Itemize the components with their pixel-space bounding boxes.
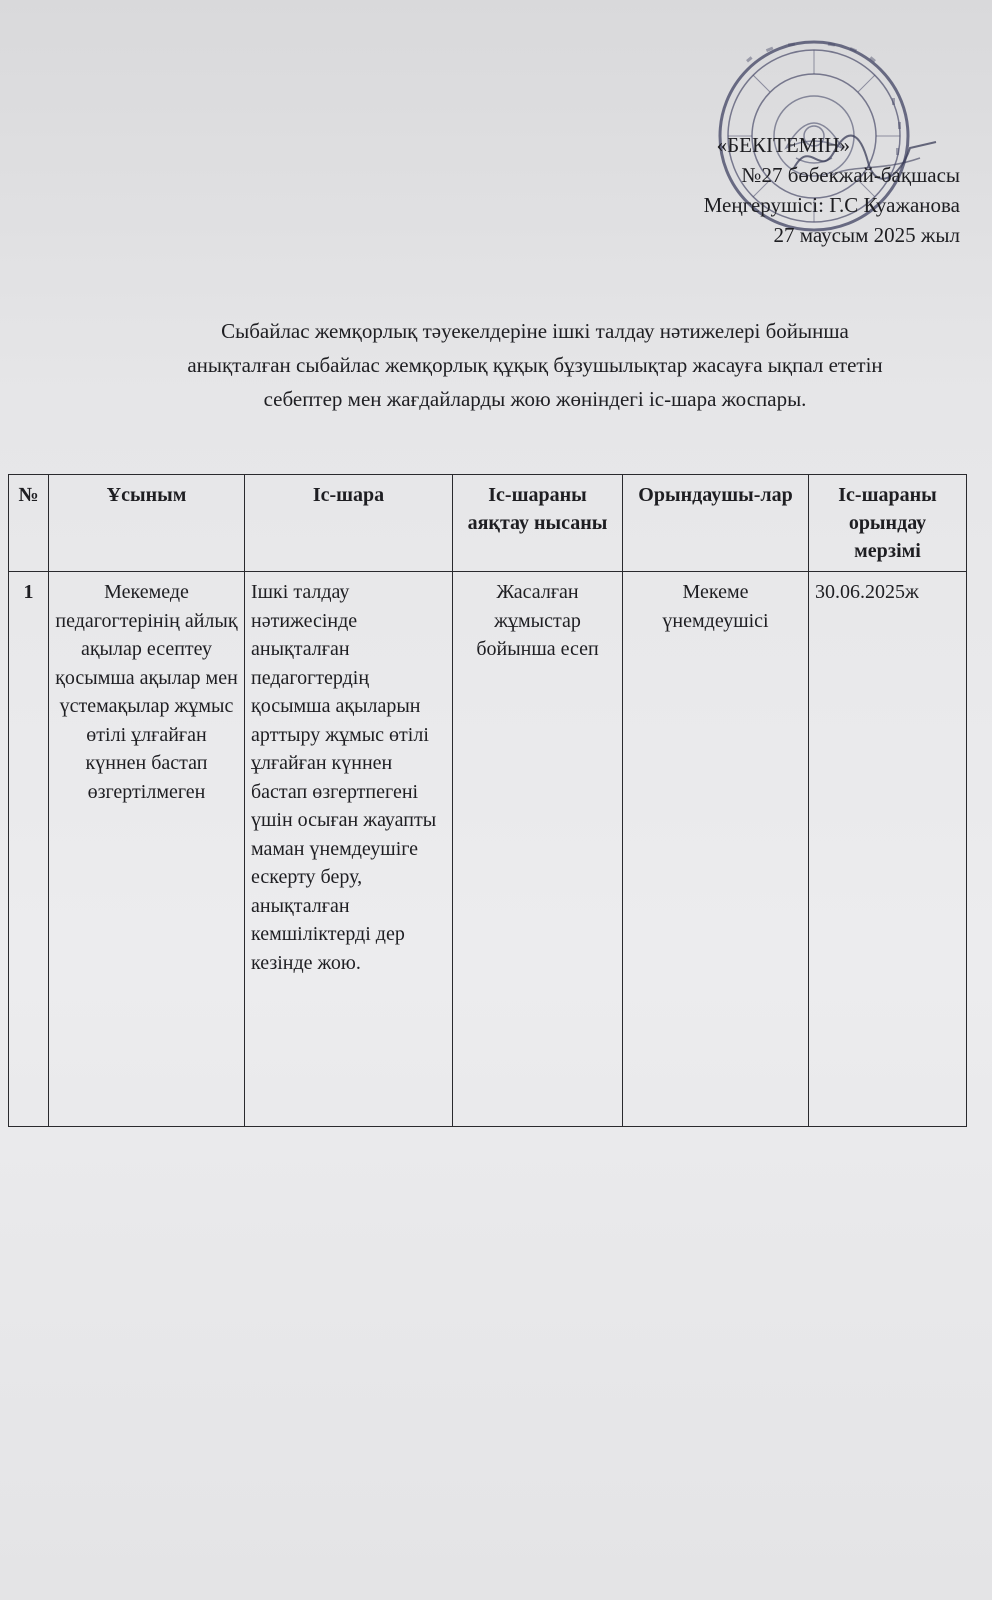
row-deadline: 30.06.2025ж [809,572,967,1127]
header-deadline: Іс-шараны орындау мерзімі [809,475,967,572]
row-executors: Мекеме үнемдеушісі [623,572,809,1127]
approval-block [704,130,960,250]
row-recommendation: Мекемеде педагогтерінің айлық ақылар есептеу қосымша ақылар мен үстемақылар жұмыс өтілі ұлғайған күннен бастап өзгертілмеген [49,572,245,1127]
approval-head: Меңгерушісі: Г.С Куажанова [703,193,960,217]
header-action: Іс-шара [245,475,453,572]
table-row [9,572,967,1127]
header-recommendation: Ұсыным [49,475,245,572]
row-action: Ішкі талдау нәтижесінде анықталған педагогтердің қосымша ақыларын арттыру жұмыс өтілі ұлғайған күннен бастап өзгертпегені үшін осыған жауапты маман үнемдеушіге ескерту беру, анықталған кемшіліктерді дер кезінде жою. [245,572,453,1127]
approval-date: 27 маусым 2025 жыл [773,223,960,247]
header-executors: Орындаушы-лар [623,475,809,572]
approval-heading: «БЕКІТЕМІН» [716,133,850,157]
document-title [110,314,960,416]
header-number: № [9,475,49,572]
row-number: 1 [9,572,49,1127]
title-line-1: Сыбайлас жемқорлық тәуекелдеріне ішкі талдау нәтижелері бойынша [221,319,849,343]
header-completion-form: Іс-шараны аяқтау нысаны [453,475,623,572]
title-line-3: себептер мен жағдайларды жою жөніндегі іс-шара жоспары. [263,387,807,411]
row-completion-form: Жасалған жұмыстар бойынша есеп [453,572,623,1127]
approval-institution: №27 бөбекжай-бақшасы [741,163,960,187]
action-plan-table [8,474,967,1127]
table-header-row [9,475,967,572]
title-line-2: анықталған сыбайлас жемқорлық құқық бұзушылықтар жасауға ықпал ететін [187,353,883,377]
